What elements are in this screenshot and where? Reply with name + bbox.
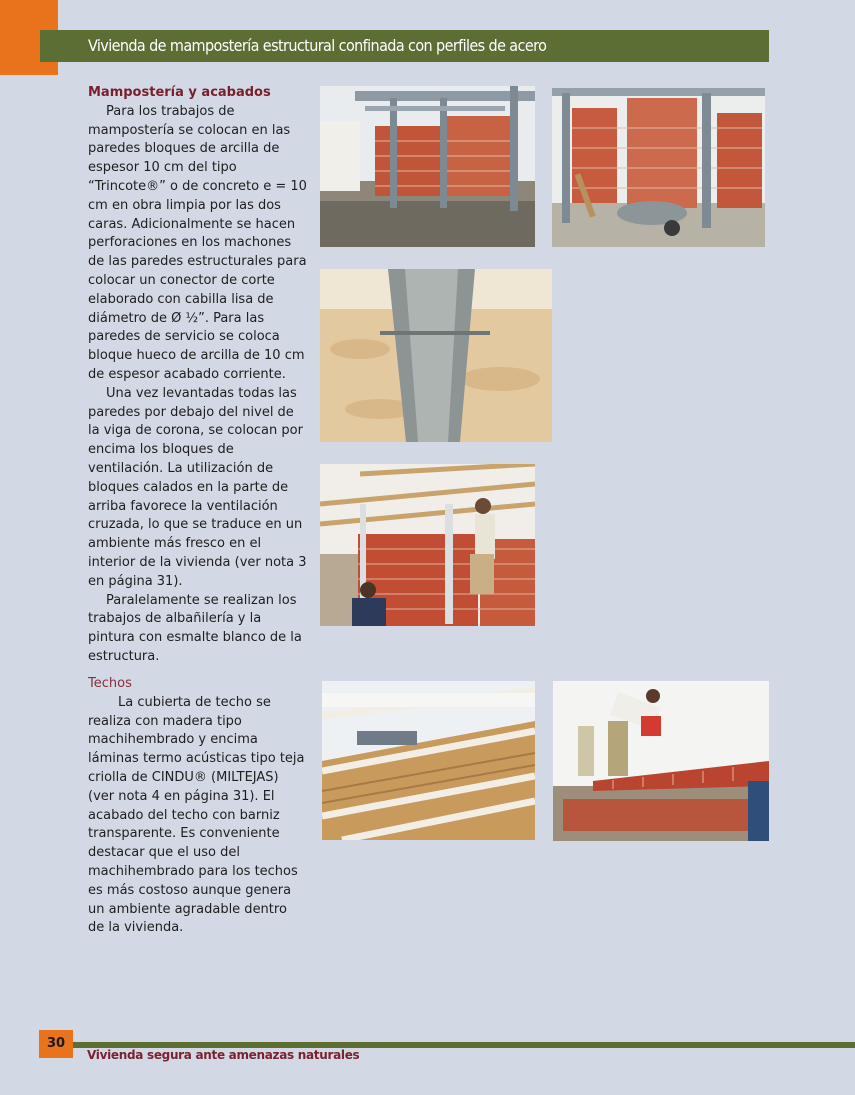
- paragraph: Paralelamente se realizan los trabajos de albañilería y la pintura con esmalte blanco de la estructura.: [88, 592, 302, 664]
- photo-steel-column: [320, 269, 552, 442]
- page-header: Vivienda de mampostería estructural confinada con perfiles de acero: [40, 30, 769, 62]
- section-heading: Mampostería y acabados: [88, 85, 271, 100]
- photo-roof-tiles: [553, 681, 769, 841]
- paragraph: La cubierta de techo se realiza con madera tipo machihembrado y encima láminas termo acústicas tipo teja criolla de CINDU® (MILTEJAS) (ver nota 4 en página 31). El acabado del techo con barniz transparente. Es conveniente destacar que el uso del machihembrado para los techos es más costoso aunque genera un ambiente agradable dentro de la vivienda.: [88, 694, 305, 936]
- footer-title: Vivienda segura ante amenazas naturales: [87, 1048, 360, 1062]
- photo-workers-masonry: [320, 464, 535, 626]
- photo-interior-wheelbarrow: [552, 88, 765, 247]
- section-masonry: [88, 84, 308, 667]
- photo-roof-boards: [322, 681, 535, 840]
- paragraph: Para los trabajos de mampostería se colocan en las paredes bloques de arcilla de espesor 10 cm del tipo “Trincote®” o de concreto e = 10 cm en obra limpia por las dos caras. Adicionalmente se hacen perforaciones en los machones de las paredes estructurales para colocar un conector de corte elaborado con cabilla lisa de diámetro de Ø ½”. Para las paredes de servicio se coloca bloque hueco de arcilla de 10 cm de espesor acabado corriente.: [88, 103, 307, 382]
- page-number: 30: [39, 1030, 73, 1058]
- paragraph: Una vez levantadas todas las paredes por debajo del nivel de la viga de corona, se colocan por encima los bloques de ventilación. La utilización de bloques calados en la parte de arriba favorece la ventilación cruzada, lo que se traduce en un ambiente más fresco en el interior de la vivienda (ver nota 3 en página 31).: [88, 385, 307, 589]
- section-roofs: [88, 675, 306, 938]
- section-heading: Techos: [88, 676, 132, 691]
- photo-frame-walls: [320, 86, 535, 247]
